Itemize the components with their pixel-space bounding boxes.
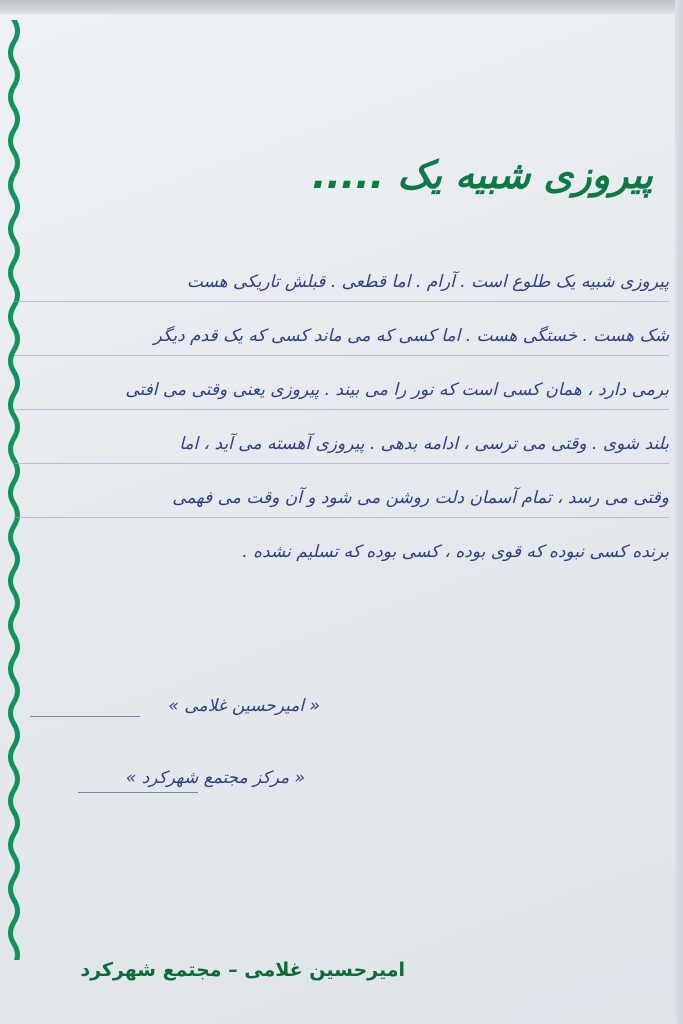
text-line: شک هست . خستگی هست . اما کسی که می ماند کسی که یک قدم دیگر [14,312,669,366]
paper-top-edge [0,0,683,14]
page-title: پیروزی شبیه یک ..... [311,153,653,197]
signature-underline [30,716,140,717]
photo-caption: امیرحسین غلامی – مجتمع شهرکرد [80,959,405,981]
text-line: پیروزی شبیه یک طلوع است . آرام . اما قطعی . قبلش تاریکی هست [14,258,669,312]
signature-center: « مرکز مجتمع شهرکرد » [125,768,305,788]
text-line: برمی دارد ، همان کسی است که نور را می بیند . پیروزی یعنی وقتی می افتی [14,366,669,420]
text-line: برنده کسی نبوده که قوی بوده ، کسی بوده که تسلیم نشده . [242,542,669,562]
text-line: بلند شوی . وقتی می ترسی ، ادامه بدهی . پیروزی آهسته می آید ، اما [14,420,669,474]
signature-underline [78,792,198,793]
handwritten-text [14,258,669,582]
paper-right-edge [675,0,683,1024]
signature-name: « امیرحسین غلامی » [168,696,320,716]
text-line: وقتی می رسد ، تمام آسمان دلت روشن می شود و آن وقت می فهمی [14,474,669,528]
